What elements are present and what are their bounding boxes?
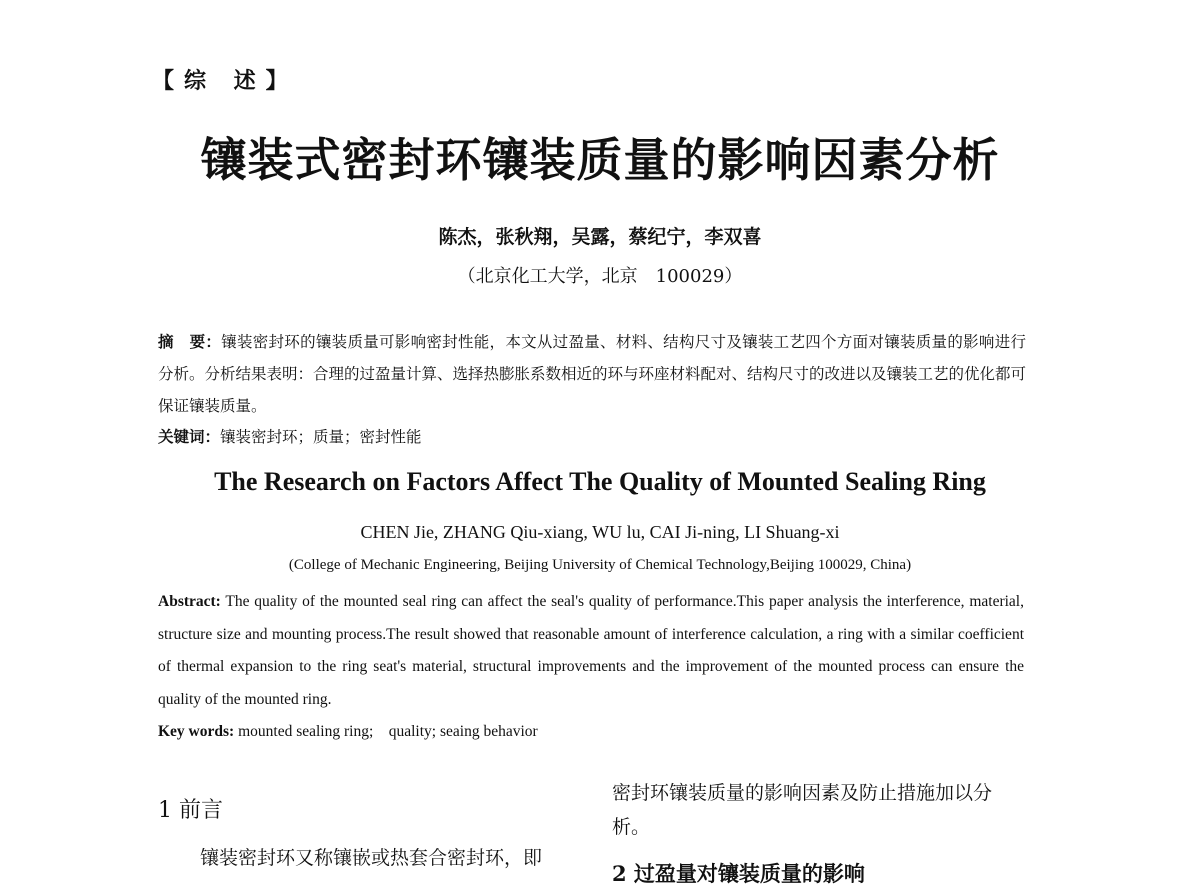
keywords-en-label: Key words: bbox=[158, 723, 235, 740]
body-paragraph-left: 镶装密封环又称镶嵌或热套合密封环，即 bbox=[200, 847, 543, 869]
body-paragraph-right: 密封环镶装质量的影响因素及防止措施加以分析。 bbox=[612, 782, 993, 838]
paper-title-cn: 镶装式密封环镶装质量的影响因素分析 bbox=[200, 133, 1000, 187]
keywords-en bbox=[158, 719, 538, 741]
section-tag: 【综 述】 bbox=[152, 68, 298, 94]
abstract-en-text: The quality of the mounted seal ring can affect the seal's quality of performance.This paper analysis the interference, material, structure size and mounting process.The result showed that reasonable amount of interference calculation, a ring with a similar coefficient of thermal expansion to the ring seat's material, structural improvements and the improvement of the mounted process can ensure the quality of the mounted ring. bbox=[158, 593, 1024, 708]
abstract-cn-label: 摘 要： bbox=[158, 333, 222, 351]
paper-title-en: The Research on Factors Affect The Quality of Mounted Sealing Ring bbox=[214, 467, 986, 496]
keywords-cn-label: 关键词： bbox=[158, 428, 221, 446]
keywords-en-text: mounted sealing ring; quality; seaing behavior bbox=[234, 723, 538, 740]
abstract-en-label: Abstract: bbox=[158, 593, 221, 610]
abstract-cn bbox=[158, 326, 1026, 422]
keywords-cn bbox=[158, 425, 422, 447]
authors-en: CHEN Jie, ZHANG Qiu-xiang, WU lu, CAI Ji-ning, LI Shuang-xi bbox=[360, 522, 840, 542]
section-heading-2: 2 过盈量对镶装质量的影响 bbox=[612, 861, 865, 886]
affiliation-cn: （北京化工大学，北京 100029） bbox=[457, 266, 743, 287]
keywords-cn-text: 镶装密封环；质量；密封性能 bbox=[220, 428, 422, 446]
affiliation-en: (College of Mechanic Engineering, Beijing University of Chemical Technology,Beijing 100029, China) bbox=[288, 557, 912, 573]
abstract-en bbox=[158, 586, 1024, 716]
section-heading-intro: 1 前言 bbox=[158, 798, 223, 823]
abstract-cn-text: 镶装密封环的镶装质量可影响密封性能，本文从过盈量、材料、结构尺寸及镶装工艺四个方面对镶装质量的影响进行分析。分析结果表明：合理的过盈量计算、选择热膨胀系数相近的环与环座材料配对、结构尺寸的改进以及镶装工艺的优化都可保证镶装质量。 bbox=[158, 333, 1027, 415]
authors-cn: 陈杰，张秋翔，吴露，蔡纪宁，李双喜 bbox=[438, 226, 762, 248]
